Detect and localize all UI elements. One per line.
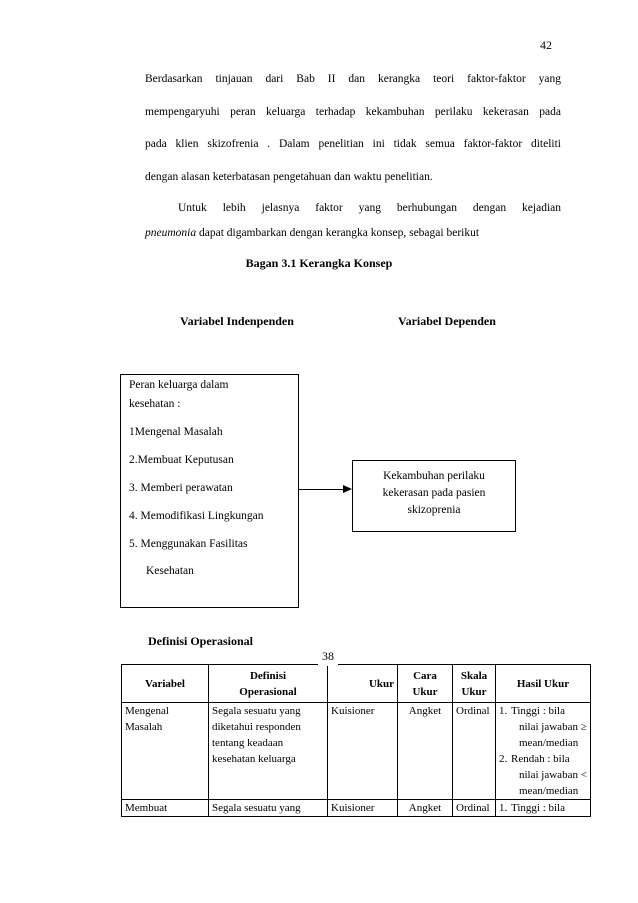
box-line: skizoprenia: [407, 504, 461, 516]
dependent-variable-box: [352, 460, 516, 532]
definition-table: [121, 664, 591, 817]
header-line: Operasional: [239, 685, 297, 698]
cell-line: Ordinal: [456, 802, 490, 814]
header-line: Cara: [413, 669, 437, 682]
figure-caption: Bagan 3.1 Kerangka Konsep: [245, 256, 393, 270]
paragraph-line: Untuk lebih jelasnya faktor yang berhubungan dengan kejadian: [178, 202, 561, 214]
hasil-number: 1.: [499, 802, 508, 814]
box-line: 2.Membuat Keputusan: [129, 454, 234, 466]
box-line: Kesehatan: [146, 565, 194, 577]
cell-hasil-ukur: [496, 703, 591, 800]
header-cara-ukur: [398, 665, 453, 703]
header-line: Ukur: [461, 685, 487, 698]
hasil-line: mean/median: [519, 785, 579, 797]
cell-line: Mengenal: [125, 705, 169, 717]
cell-alat-ukur: [328, 800, 398, 817]
cell-line: Angket: [408, 705, 442, 717]
independent-variable-label: Variabel Indenpenden: [180, 314, 294, 328]
header-line: Definisi: [249, 669, 287, 682]
cell-line: diketahui responden: [212, 721, 301, 733]
box-line: 4. Memodifikasi Lingkungan: [129, 510, 264, 522]
cell-cara-ukur: [398, 703, 453, 800]
cell-line: Membuat: [125, 802, 168, 814]
cell-line: Masalah: [125, 721, 163, 733]
hasil-line: Rendah : bila: [511, 753, 570, 765]
dependent-variable-label: Variabel Dependen: [398, 314, 496, 328]
box-line: 1Mengenal Masalah: [129, 426, 223, 438]
hasil-number: 1.: [499, 705, 508, 717]
page-number: 42: [540, 38, 552, 52]
box-line: Peran keluarga dalam: [129, 379, 229, 391]
header-skala-ukur: [453, 665, 496, 703]
header-alat-ukur: Ukur: [328, 665, 398, 703]
cell-variabel: [122, 800, 209, 817]
box-line: 5. Menggunakan Fasilitas: [129, 538, 248, 550]
arrow-line: [299, 489, 345, 490]
hasil-item: [499, 800, 587, 816]
cell-definisi: [209, 800, 328, 817]
box-line: kekerasan pada pasien: [382, 487, 486, 499]
header-line: Skala: [460, 669, 488, 682]
overlay-page-number: 38: [318, 647, 338, 666]
paragraph-line: dengan alasan keterbatasan pengetahuan dan waktu penelitian.: [145, 171, 433, 183]
cell-skala-ukur: [453, 800, 496, 817]
cell-hasil-ukur: [496, 800, 591, 817]
header-variabel: Variabel: [122, 665, 209, 703]
header-line: Ukur: [412, 685, 438, 698]
cell-line: Segala sesuatu yang: [212, 802, 301, 814]
paragraph-line: pada klien skizofrenia . Dalam penelitian ini tidak semua faktor-faktor diteliti: [145, 138, 561, 150]
independent-variable-box: [120, 374, 299, 608]
cell-line: kesehatan keluarga: [212, 753, 296, 765]
cell-variabel: [122, 703, 209, 800]
hasil-line: nilai jawaban <: [519, 769, 587, 781]
box-line: kesehatan :: [129, 398, 181, 410]
hasil-line: mean/median: [519, 737, 579, 749]
cell-alat-ukur: [328, 703, 398, 800]
table-row: [122, 800, 591, 817]
cell-line: Ordinal: [456, 705, 490, 717]
paragraph-line: [145, 227, 561, 239]
box-line: Kekambuhan perilaku: [383, 470, 485, 482]
cell-line: Angket: [408, 802, 442, 814]
cell-line: tentang keadaan: [212, 737, 284, 749]
header-hasil-ukur: Hasil Ukur: [496, 665, 591, 703]
hasil-line: nilai jawaban ≥: [519, 721, 587, 733]
definition-title: Definisi Operasional: [148, 634, 254, 648]
cell-line: Kuisioner: [331, 705, 375, 717]
paragraph-line: Berdasarkan tinjauan dari Bab II dan kerangka teori faktor-faktor yang: [145, 73, 561, 85]
cell-line: Kuisioner: [331, 802, 375, 814]
cell-line: Segala sesuatu yang: [212, 705, 301, 717]
italic-term: pneumonia: [145, 227, 197, 239]
arrow-head-icon: [343, 485, 352, 493]
cell-skala-ukur: [453, 703, 496, 800]
paragraph-text: dapat digambarkan dengan kerangka konsep, sebagai berikut: [196, 227, 480, 239]
hasil-line: Tinggi : bila: [511, 705, 565, 717]
box-line: 3. Memberi perawatan: [129, 482, 233, 494]
table-row: [122, 703, 591, 800]
hasil-item: [499, 751, 587, 799]
hasil-item: [499, 703, 587, 751]
header-definisi: [209, 665, 328, 703]
paragraph-line: mempengaryuhi peran keluarga terhadap kekambuhan perilaku kekerasan pada: [145, 106, 561, 118]
hasil-number: 2.: [499, 753, 508, 765]
cell-definisi: [209, 703, 328, 800]
hasil-line: Tinggi : bila: [511, 802, 565, 814]
cell-cara-ukur: [398, 800, 453, 817]
